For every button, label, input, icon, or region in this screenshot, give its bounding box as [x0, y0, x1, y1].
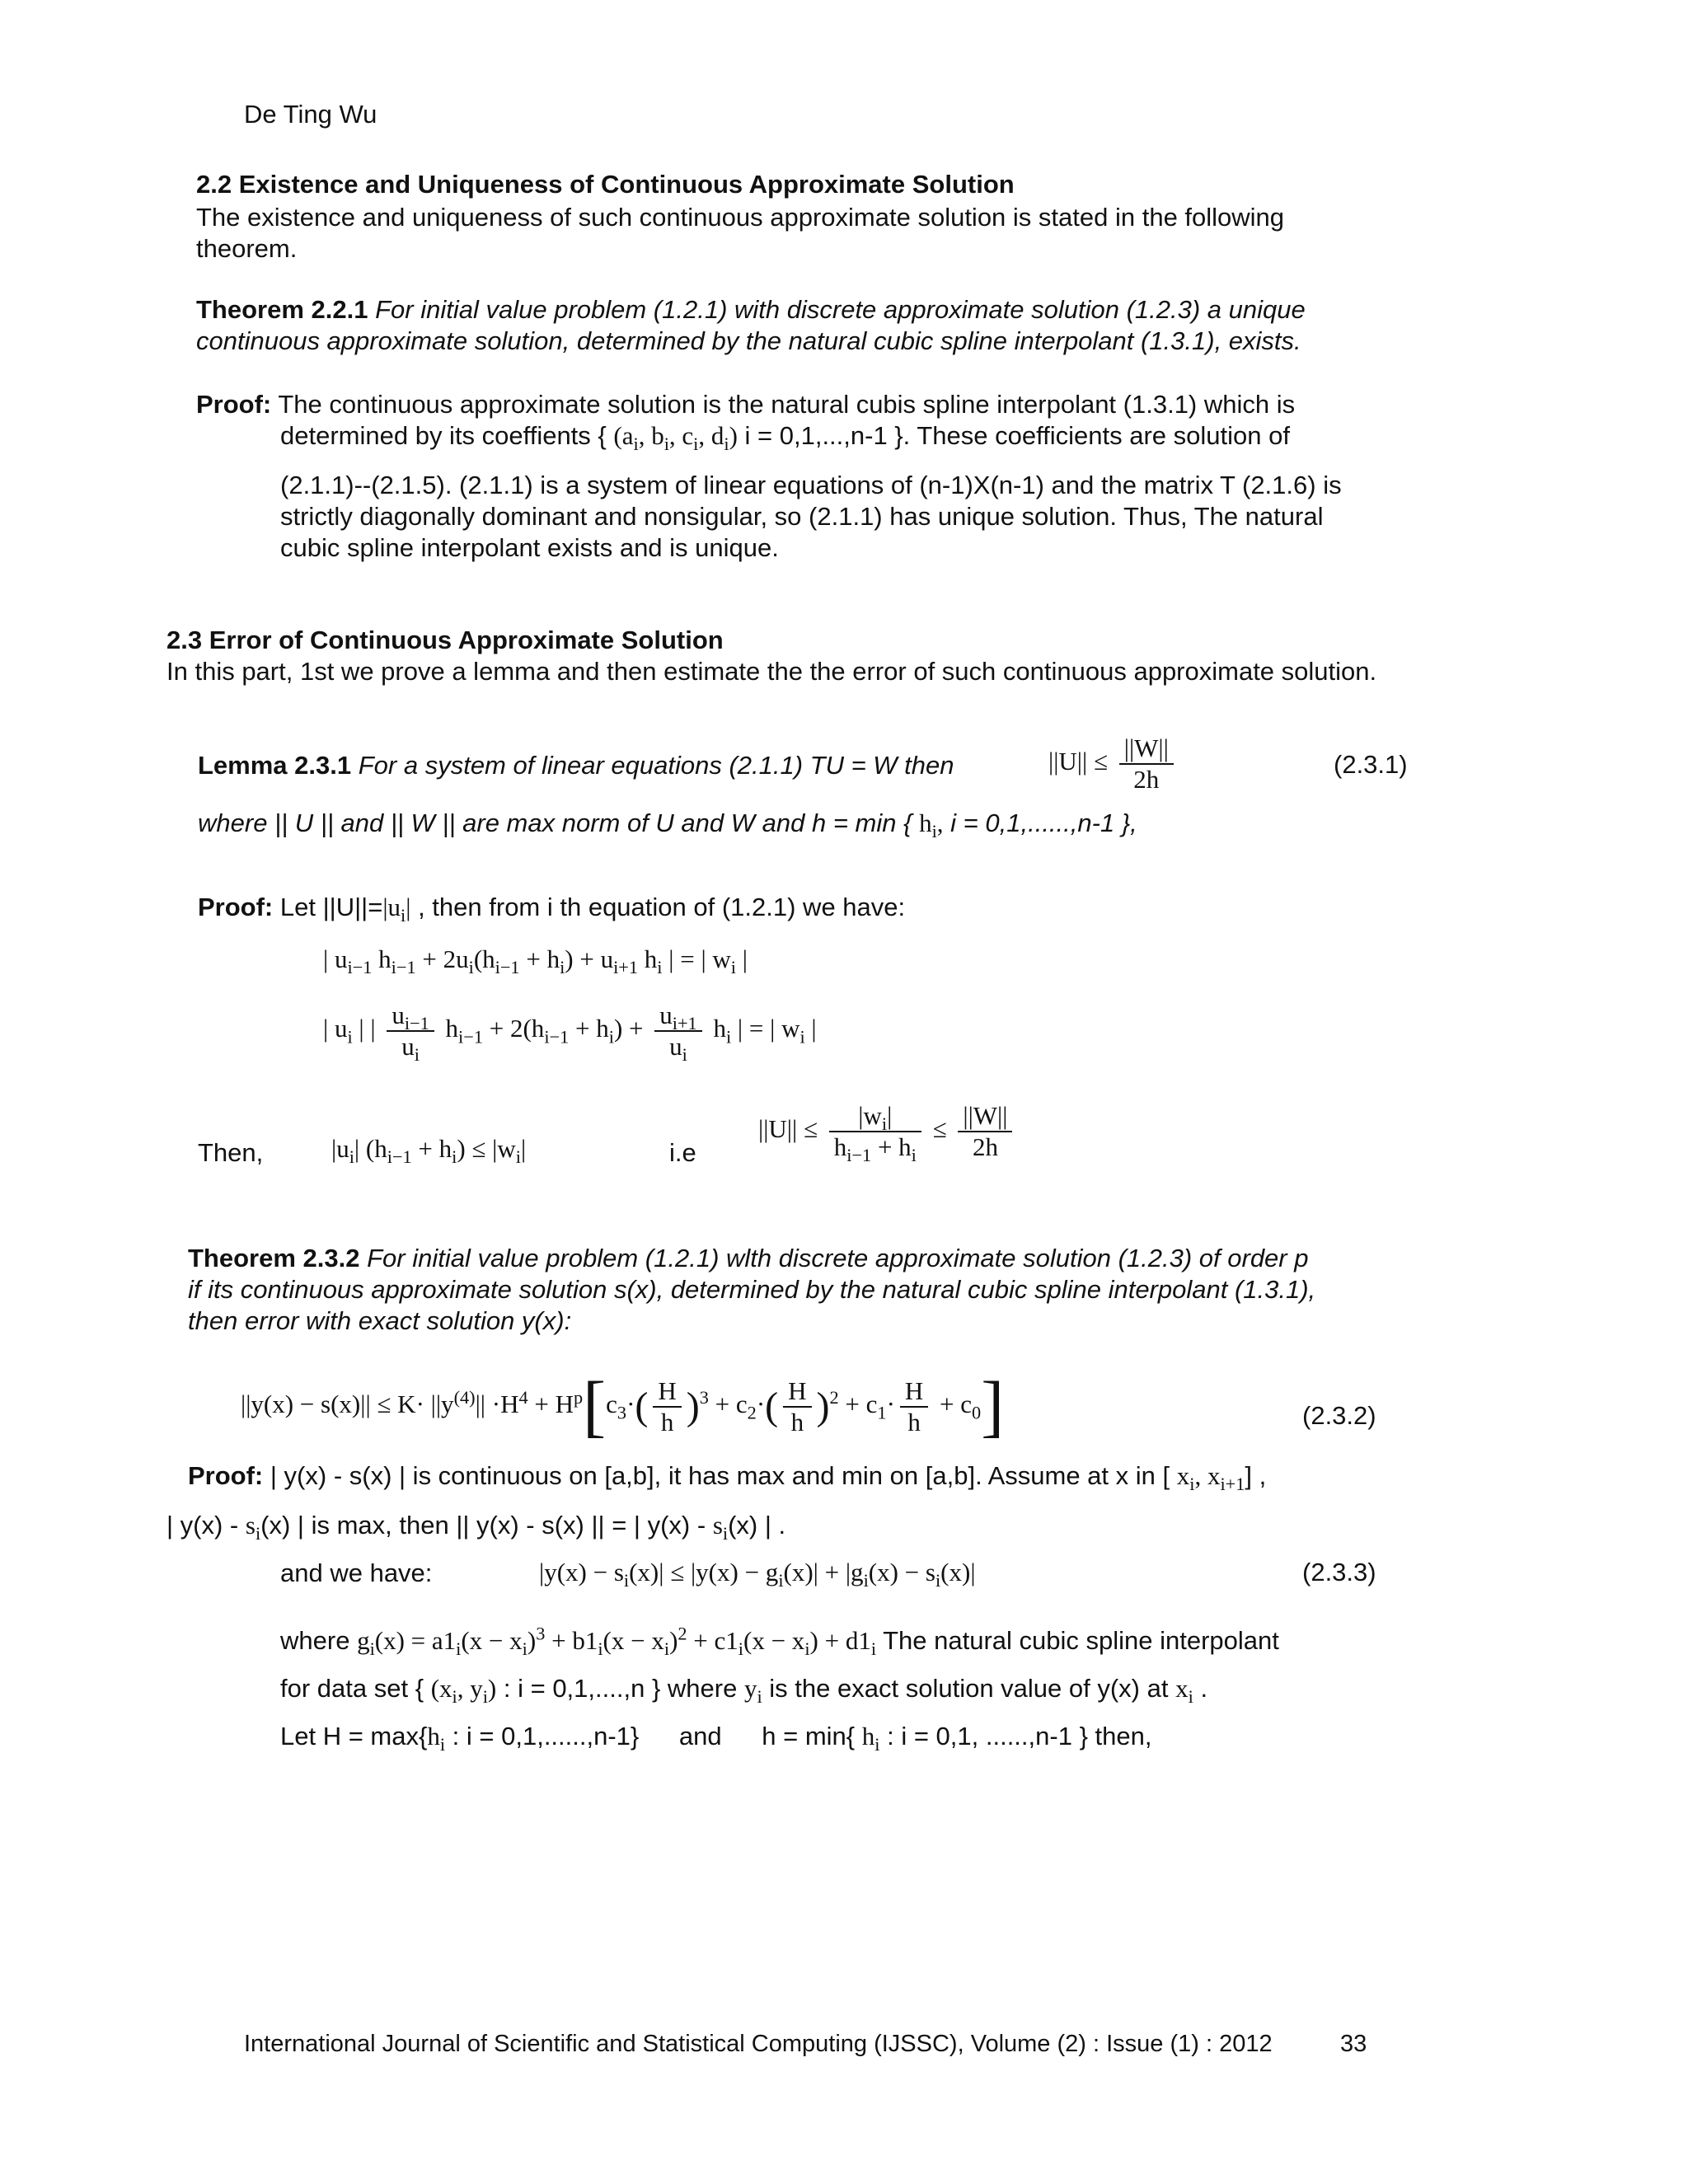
proof-text: The continuous approximate solution is the natural cubis spline interpolant (1.3.1) which is [278, 390, 1296, 419]
proof-2-2-1-line4: strictly diagonally dominant and nonsigular, so (2.1.1) has unique solution. Thus, The natural [280, 502, 1324, 531]
section-2-2-title: 2.2 Existence and Uniqueness of Continuous Approximate Solution [196, 170, 1015, 199]
equation-2-3-1: ||U|| ≤ $\frac{||W||}{2h}$ [1048, 733, 1179, 794]
page-number: 33 [1340, 2031, 1367, 2057]
lemma-proof-line1: Proof: Let $||U||=|u_i|$ , then from i th equation of (1.2.1) we have: [198, 893, 906, 926]
let-line: Let $H = \max\{h_i$ : i = 0,1,......,n-1} and h = min{ $h_i$ : i = 0,1, ......,n-1 } then, [280, 1722, 1152, 1755]
equation-number-2-3-2: (2.3.2) [1302, 1401, 1376, 1430]
ie-label: i.e [669, 1138, 696, 1167]
theorem-2-2-1-label: Theorem 2.2.1 [196, 295, 368, 324]
theorem-2-2-1-text: For initial value problem (1.2.1) with discrete approximate solution (1.2.3) a unique [375, 295, 1306, 324]
and-we-have: and we have: [280, 1558, 433, 1587]
theorem-2-3-2-line3: then error with exact solution y(x): [188, 1306, 572, 1335]
lemma-equation-line1: | $u_{i-1}$ $h_{i-1} + 2u_i(h_{i-1} + h_i) + u_{i+1}$ $h_i$ | = | $w_i$ | [323, 944, 748, 978]
lemma-inequality-left: $|u_i|$ $(h_{i-1} + h_i) \le |w_i|$ [331, 1134, 527, 1168]
lemma-inequality-right: ||U|| ≤ $\frac{|w_i|}{h_{i-1} + h_i}$ ≤ $\frac{||W||}{2h}$ [758, 1101, 1017, 1162]
equation-number-2-3-1: (2.3.1) [1334, 750, 1408, 779]
section-2-3-title: 2.3 Error of Continuous Approximate Solution [166, 626, 724, 654]
proof-2-3-2-line2: | $y(x) - s_i(x)$ | is max, then || y(x) - s(x) || = | $y(x) - s_i(x)$ | . [166, 1511, 786, 1544]
equation-2-3-3: $|y(x) - s_i(x)| \le |y(x) - g_i(x)| + |g_i(x) - s_i(x)|$ [539, 1558, 976, 1591]
lemma-text: For a system of linear equations (2.1.1) TU = W then [358, 751, 954, 780]
proof-2-2-1-line3: (2.1.1)--(2.1.5). (2.1.1) is a system of linear equations of (n-1)X(n-1) and the matrix T (2.1.6) is [280, 471, 1342, 499]
then-label: Then, [198, 1138, 264, 1167]
equation-2-3-2: $||y(x) - s(x)|| \le K\cdot ||y^{(4)}|| \cdot H^4 + H^p[c_3\cdot$( $\frac{H}{h}$ )$^3 + c_2\cdot$( $\frac{H}{h}$ )$^2 + c_1\cdot$ $\frac{H}{h}$ + $c_0$] [241, 1368, 1005, 1445]
g-definition: $g_i(x) = a1_i(x - x_i)^3 + b1_i(x - x_i)^2 + c1_i(x - x_i) + d1_i$ [357, 1623, 877, 1660]
theorem-2-3-2-line1: Theorem 2.3.2 For initial value problem (1.2.1) wlth discrete approximate solution (1.2.3) of order p [188, 1244, 1309, 1272]
proof-2-2-1-line5: cubic spline interpolant exists and is unique. [280, 533, 779, 562]
proof-label: Proof: [196, 390, 272, 419]
proof-label: Proof: [198, 893, 274, 921]
running-header-author: De Ting Wu [244, 100, 377, 129]
lemma-equation-line2: | $u_i$ | | $\frac{u_{i-1}}{u_i}$ $h_{i-1} + 2(h_{i-1} + h_i)$ + $\frac{u_{i+1}}{u_i}$ $h_i$ | = | $w_i$ | [323, 1001, 817, 1066]
section-2-3-intro: In this part, 1st we prove a lemma and then estimate the the error of such continuous approximate solution. [166, 657, 1377, 686]
where-line: where $g_i(x) = a1_i(x - x_i)^3 + b1_i(x - x_i)^2 + c1_i(x - x_i) + d1_i$ The natural cubic spline interpolant [280, 1623, 1279, 1660]
lemma-2-3-1-where: where || U || and || W || are max norm of U and W and h = min { $h_i$, i = 0,1,......,n-1 }, [198, 808, 1137, 842]
proof-2-2-1-line1 [196, 389, 1295, 419]
theorem-2-2-1-line1 [196, 294, 1306, 325]
section-2-2-intro-line2: theorem. [196, 234, 298, 263]
theorem-2-2-1-line2: continuous approximate solution, determined by the natural cubic spline interpolant (1.3.1), exists. [196, 326, 1301, 355]
equation-number-2-3-3: (2.3.3) [1302, 1558, 1376, 1586]
lemma-label: Lemma 2.3.1 [198, 751, 352, 780]
theorem-2-3-2-line2: if its continuous approximate solution s(x), determined by the natural cubic spline interpolant (1.3.1), [188, 1275, 1316, 1304]
footer-journal: International Journal of Scientific and Statistical Computing (IJSSC), Volume (2) : Issue (1) : 2012 [244, 2031, 1273, 2057]
proof-2-2-1-line2: determined by its coeffients { ($a_i$, $b_i$, $c_i$, $d_i$) i = 0,1,...,n-1 }. These coefficients are solution of [280, 421, 1290, 455]
lemma-2-3-1-line1 [198, 750, 954, 780]
coefficient-tuple: ($a_i$, $b_i$, $c_i$, $d_i$) [613, 421, 738, 455]
theorem-2-3-2-label: Theorem 2.3.2 [188, 1244, 360, 1272]
section-2-2-intro-line1: The existence and uniqueness of such continuous approximate solution is stated in the following [196, 203, 1285, 232]
dataset-line: for data set { ($x_i$, $y_i$) : i = 0,1,....,n } where $y_i$ is the exact solution value of y(x) at $x_i$ . [280, 1674, 1208, 1708]
proof-2-3-2-line1: Proof: | y(x) - s(x) | is continuous on [a,b], it has max and min on [a,b]. Assume at x in [ $x_i$, $x_{i+1}$] , [188, 1461, 1267, 1495]
